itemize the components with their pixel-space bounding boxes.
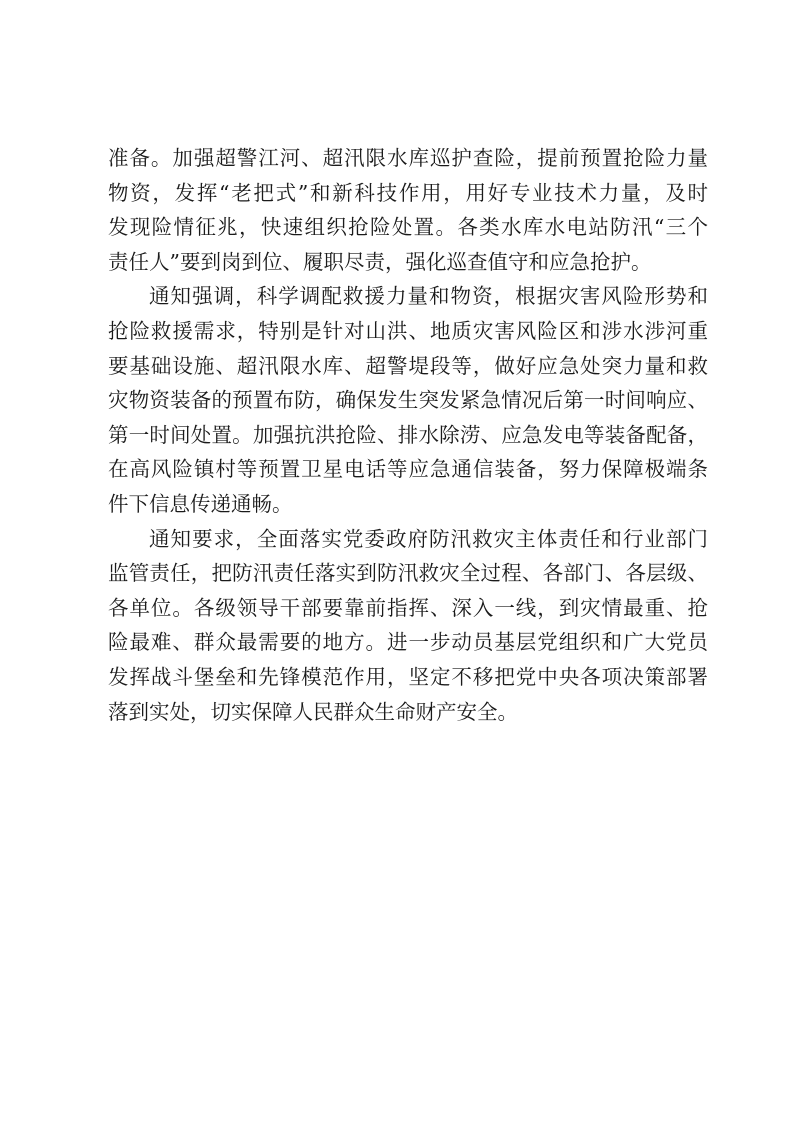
paragraph-3-line-1: 通知要求，全面落实党委政府防汛救灾主体责任和行业部门 bbox=[149, 526, 708, 551]
paragraph-3-line-4: 险最难、群众最需要的地方。进一步动员基层党组织和广大党员 bbox=[108, 630, 708, 655]
paragraph-3-line-2: 监管责任，把防汛责任落实到防汛救灾全过程、各部门、各层级、 bbox=[108, 561, 708, 586]
paragraph-2-line-5: 第一时间处置。加强抗洪抢险、排水除涝、应急发电等装备配备， bbox=[108, 422, 708, 447]
paragraph-2-line-4: 灾物资装备的预置布防，确保发生突发紧急情况后第一时间响应、 bbox=[108, 388, 708, 413]
paragraph-2-line-7: 件下信息传递通畅。 bbox=[108, 491, 293, 516]
paragraph-2-line-2: 抢险救援需求，特别是针对山洪、地质灾害风险区和涉水涉河重 bbox=[108, 318, 708, 343]
paragraph-1-line-3: 发现险情征兆，快速组织抢险处置。各类水库水电站防汛“三个 bbox=[108, 215, 708, 240]
paragraph-2-line-1: 通知强调，科学调配救援力量和物资，根据灾害风险形势和 bbox=[149, 284, 708, 309]
paragraph-3-line-6: 落到实处，切实保障人民群众生命财产安全。 bbox=[108, 699, 518, 724]
paragraph-1-line-1: 准备。加强超警江河、超汛限水库巡护查险，提前预置抢险力量 bbox=[108, 146, 708, 170]
paragraph-2-line-6: 在高风险镇村等预置卫星电话等应急通信装备，努力保障极端条 bbox=[108, 457, 708, 482]
paragraph-2-line-3: 要基础设施、超汛限水库、超警堤段等，做好应急处突力量和救 bbox=[108, 353, 708, 378]
paragraph-1-line-2: 物资，发挥“老把式”和新科技作用，用好专业技术力量，及时 bbox=[108, 180, 708, 205]
paragraph-3-line-5: 发挥战斗堡垒和先锋模范作用，坚定不移把党中央各项决策部署 bbox=[108, 664, 708, 689]
body-text bbox=[108, 141, 708, 729]
paragraph-3-line-3: 各单位。各级领导干部要靠前指挥、深入一线，到灾情最重、抢 bbox=[108, 595, 708, 620]
paragraph-1-line-4: 责任人”要到岗到位、履职尽责，强化巡查值守和应急抢护。 bbox=[108, 249, 652, 274]
